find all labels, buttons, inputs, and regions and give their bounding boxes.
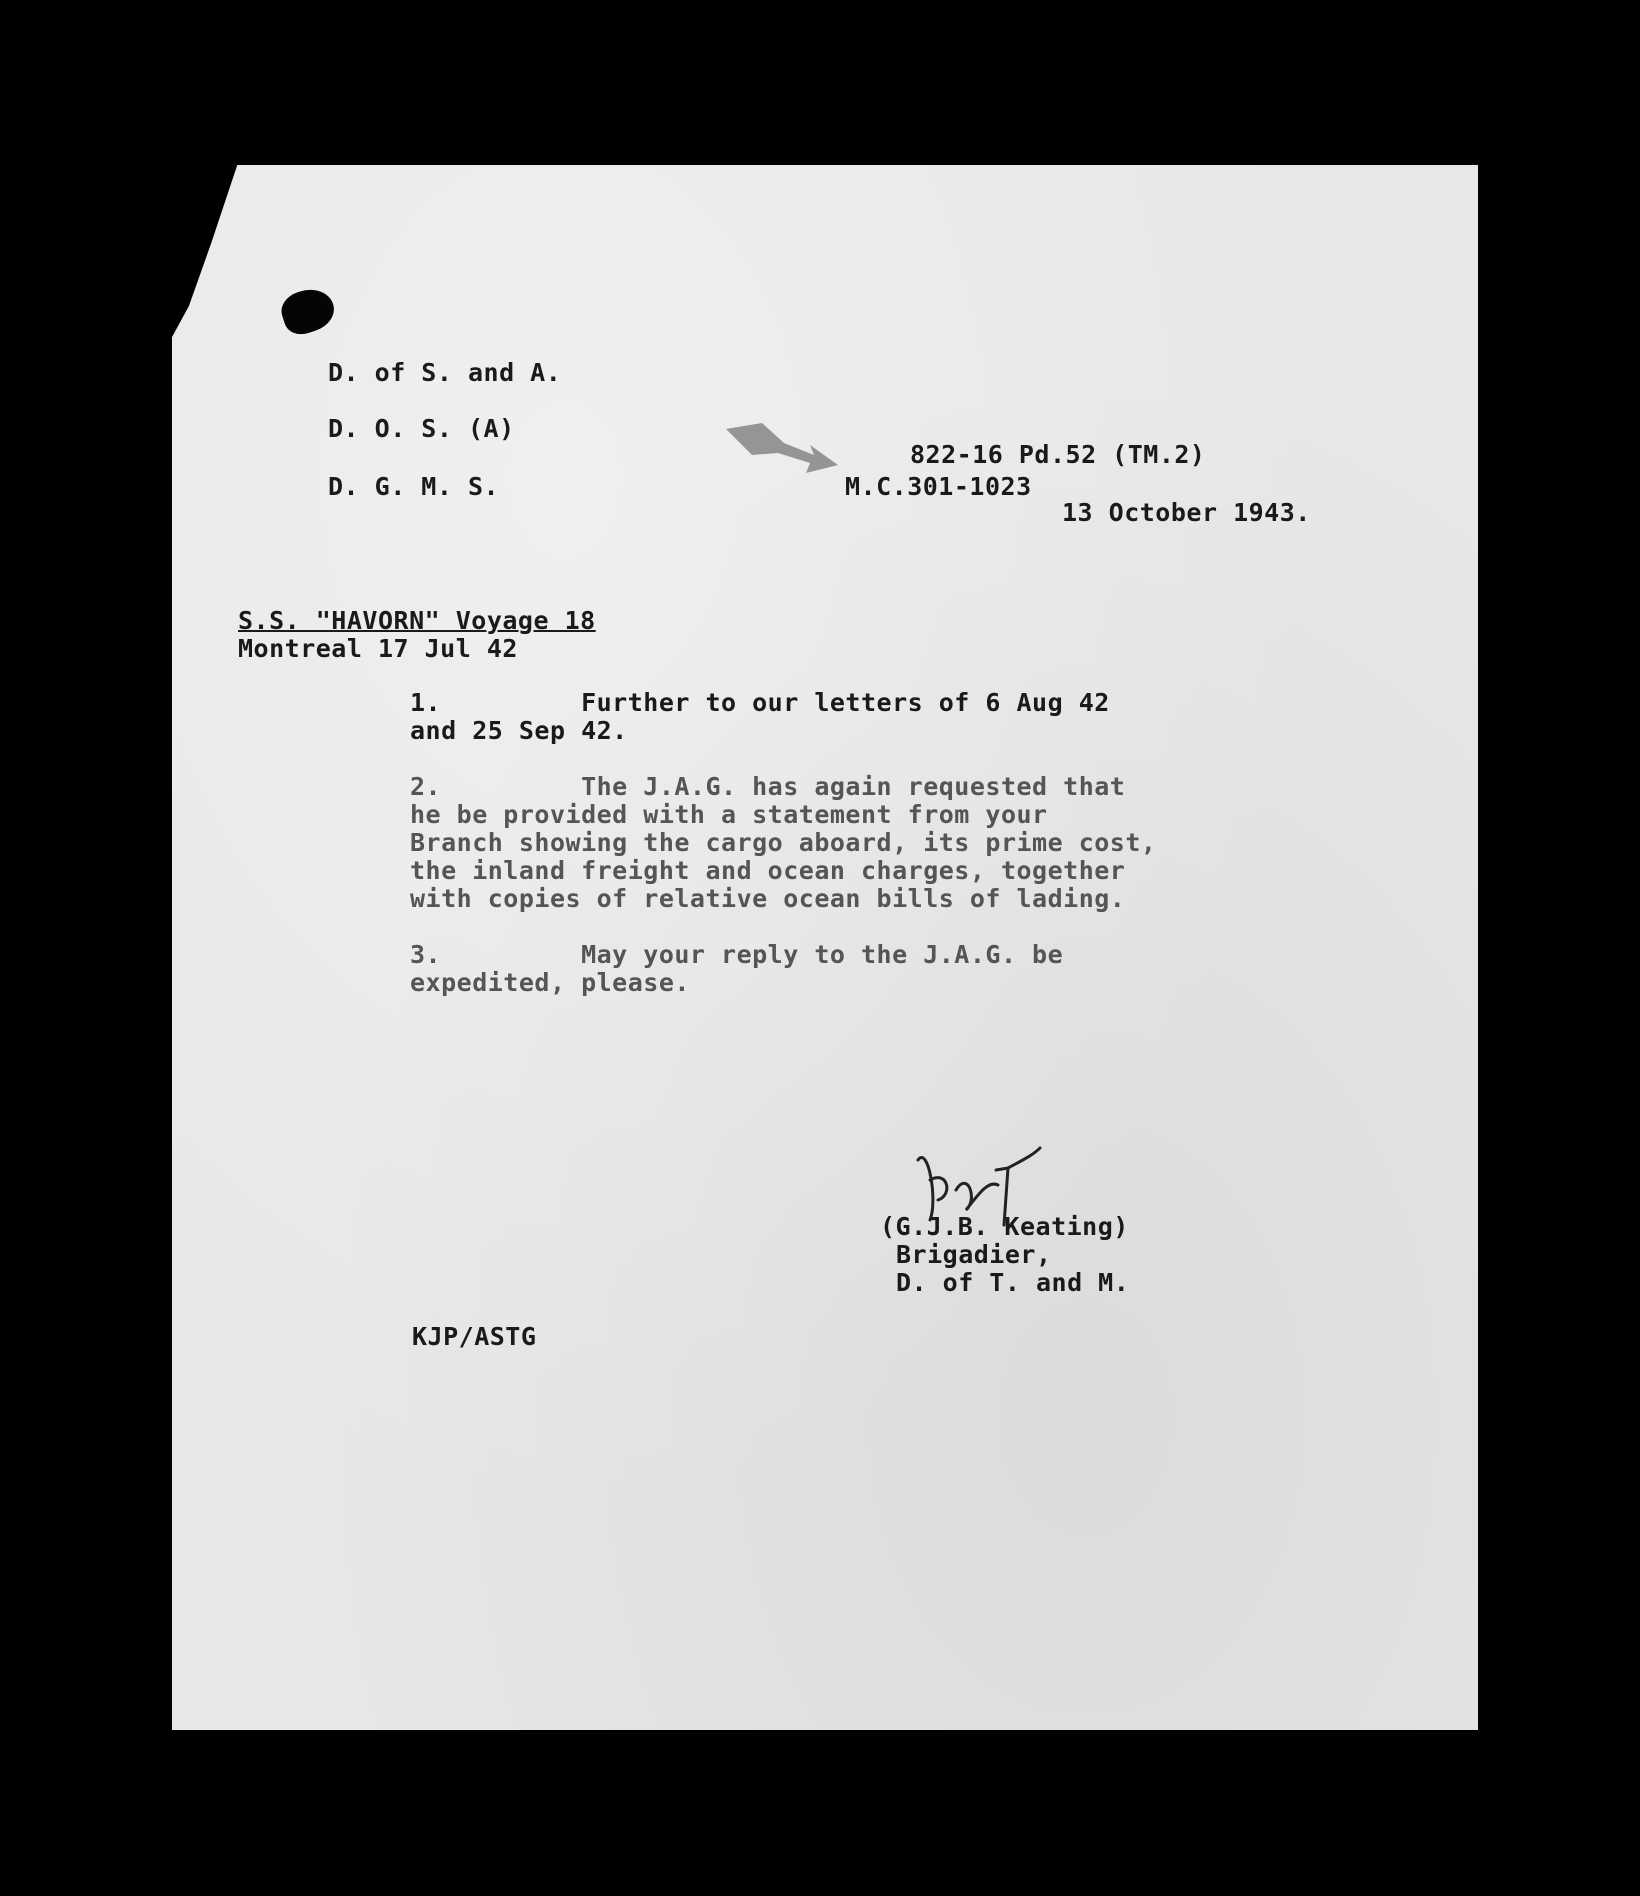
file-reference-2: M.C.301-1023 xyxy=(845,472,1032,501)
addressee-3: D. G. M. S. xyxy=(328,472,500,501)
arrow-stamp-icon xyxy=(722,415,842,485)
addressee-1: D. of S. and A. xyxy=(328,358,562,387)
paragraph-2-line-3: Branch showing the cargo aboard, its prime cost, xyxy=(410,828,1157,857)
paragraph-2-line-5: with copies of relative ocean bills of lading. xyxy=(410,884,1126,913)
letter-date: 13 October 1943. xyxy=(1062,498,1311,527)
paragraph-3-line-1: 3. May your reply to the J.A.G. be xyxy=(410,940,1064,969)
file-reference-1: 822-16 Pd.52 (TM.2) xyxy=(910,440,1206,469)
paragraph-2-line-2: he be provided with a statement from your xyxy=(410,800,1048,829)
signatory-name: (G.J.B. Keating) xyxy=(880,1212,1129,1241)
subject-line-1: S.S. "HAVORN" Voyage 18 xyxy=(238,606,596,635)
signatory-title: D. of T. and M. xyxy=(896,1268,1130,1297)
reference-initials: KJP/ASTG xyxy=(412,1322,537,1351)
paragraph-1-line-1: 1. Further to our letters of 6 Aug 42 xyxy=(410,688,1110,717)
paragraph-2-line-4: the inland freight and ocean charges, together xyxy=(410,856,1126,885)
paragraph-1-line-2: and 25 Sep 42. xyxy=(410,716,628,745)
signatory-rank: Brigadier, xyxy=(896,1240,1052,1269)
addressee-2: D. O. S. (A) xyxy=(328,414,515,443)
paragraph-3-line-2: expedited, please. xyxy=(410,968,690,997)
paragraph-2-line-1: 2. The J.A.G. has again requested that xyxy=(410,772,1126,801)
subject-line-2: Montreal 17 Jul 42 xyxy=(238,634,518,663)
